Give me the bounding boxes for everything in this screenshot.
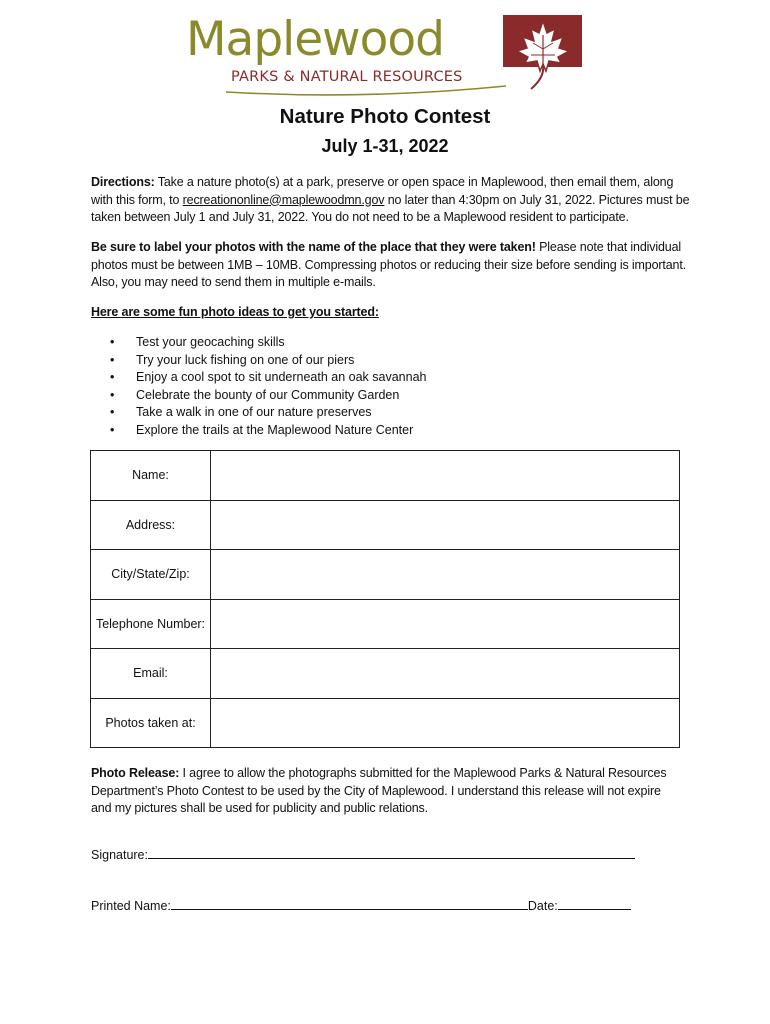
table-row xyxy=(91,599,680,649)
city-state-zip-field[interactable] xyxy=(211,550,680,600)
ideas-list xyxy=(110,334,426,440)
photos-taken-at-field[interactable] xyxy=(211,698,680,748)
photo-release-text: I agree to allow the photographs submitted for the Maplewood Parks & Natural Resources Department’s Photo Contest to be used by the City of Maplewood. I understand this release will not expire and my pictures shall be used for publicity and public relations. xyxy=(91,766,667,815)
list-item: • Explore the trails at the Maplewood Nature Center xyxy=(110,422,426,440)
logo-wordmark: Maplewood xyxy=(186,12,444,67)
printed-name-field[interactable] xyxy=(171,896,528,910)
date-field[interactable] xyxy=(558,896,631,910)
printed-name-label: Printed Name: xyxy=(91,899,171,913)
printed-name-line xyxy=(91,896,631,913)
email-field[interactable] xyxy=(211,649,680,699)
logo-subtitle: PARKS & NATURAL RESOURCES xyxy=(231,69,463,85)
photos-taken-at-label: Photos taken at: xyxy=(91,698,211,748)
table-row xyxy=(91,649,680,699)
table-row xyxy=(91,698,680,748)
address-label: Address: xyxy=(91,500,211,550)
directions-label: Directions: xyxy=(91,175,155,189)
signature-label: Signature: xyxy=(91,848,148,862)
directions-text-2: no later than 4:30pm on July 31, 2022. Pictures must be taken between July 1 and July 31, 2022. You do not need to be a Maplewood resident to participate. xyxy=(91,192,690,224)
name-field[interactable] xyxy=(211,451,680,501)
photo-release-paragraph xyxy=(91,765,681,818)
signature-line xyxy=(91,845,635,862)
label-notice-text: Please note that individual photos must be between 1MB – 10MB. Compressing photos or reducing their size before sending is important. Also, you may need to send them in multiple e-mails. xyxy=(91,240,686,289)
contest-email-link[interactable]: recreationonline@maplewoodmn.gov xyxy=(182,192,385,207)
signature-field[interactable] xyxy=(148,845,635,859)
photo-release-label: Photo Release: xyxy=(91,766,180,780)
name-label: Name: xyxy=(91,451,211,501)
maple-leaf-icon xyxy=(503,15,582,67)
telephone-field[interactable] xyxy=(211,599,680,649)
page-title: Nature Photo Contest xyxy=(279,105,491,128)
address-field[interactable] xyxy=(211,500,680,550)
directions-text-1: Take a nature photo(s) at a park, preserve or open space in Maplewood, then email them, along with this form, to xyxy=(91,175,674,207)
ideas-heading: Here are some fun photo ideas to get you started: xyxy=(91,305,379,319)
email-label: Email: xyxy=(91,649,211,699)
label-notice-paragraph xyxy=(91,239,691,292)
list-item: • Celebrate the bounty of our Community Garden xyxy=(110,387,426,405)
city-state-zip-label: City/State/Zip: xyxy=(91,550,211,600)
directions-paragraph xyxy=(91,174,691,227)
table-row xyxy=(91,451,680,501)
table-row xyxy=(91,500,680,550)
entry-form-table xyxy=(90,450,680,748)
page-subtitle: July 1-31, 2022 xyxy=(321,136,449,156)
telephone-label: Telephone Number: xyxy=(91,599,211,649)
list-item: • Try your luck fishing on one of our piers xyxy=(110,352,426,370)
label-notice-bold: Be sure to label your photos with the name of the place that they were taken! xyxy=(91,240,536,254)
date-label: Date: xyxy=(527,899,558,913)
list-item: • Test your geocaching skills xyxy=(110,334,426,352)
list-item: • Enjoy a cool spot to sit underneath an oak savannah xyxy=(110,369,426,387)
table-row xyxy=(91,550,680,600)
list-item: • Take a walk in one of our nature preserves xyxy=(110,404,426,422)
